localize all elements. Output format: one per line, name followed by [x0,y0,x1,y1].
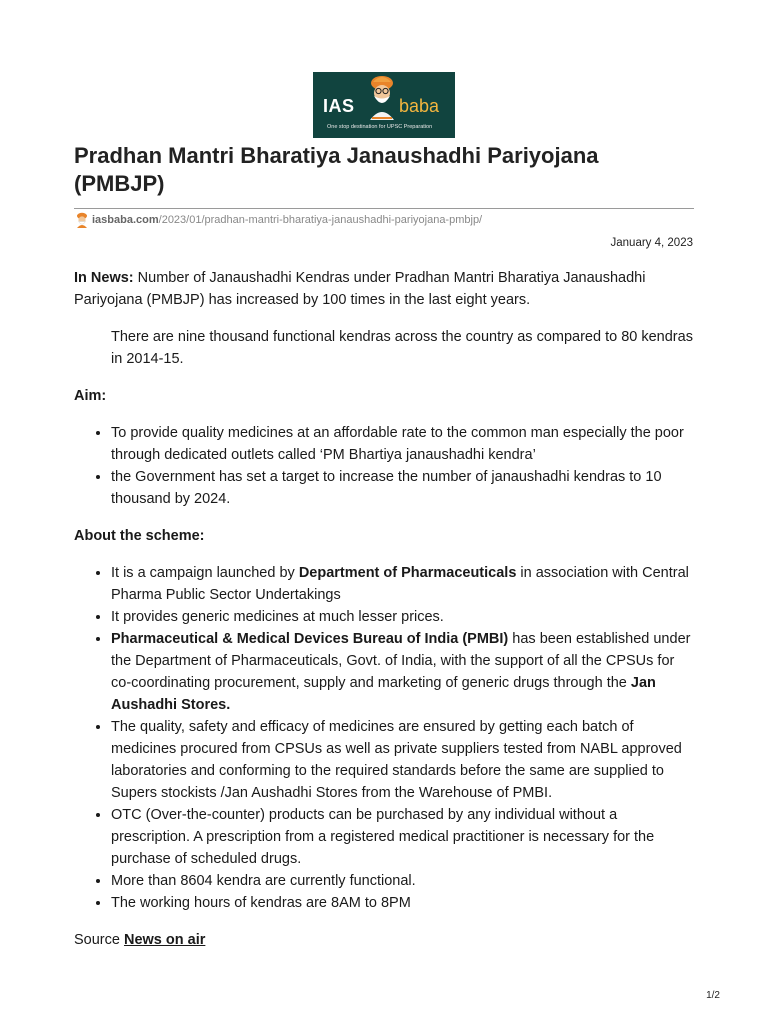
logo-tagline: One stop destination for UPSC Preparation [327,124,433,130]
article-body [74,267,694,951]
aim-heading: Aim: [74,388,107,404]
url-host[interactable]: iasbaba.com [92,214,159,226]
list-item: • Pharmaceutical & Medical Devices Bureau of India (PMBI) has been established under the Department of Pharmaceuticals, Govt. of India, with the support of all the CPSUs for co-coordinating procurement, supply and marketing of generic drugs through the Jan Aushadhi Stores. [111,628,694,716]
list-item: • It provides generic medicines at much lesser prices. [111,606,694,628]
logo-text-baba: baba [399,96,440,116]
quote-paragraph: There are nine thousand functional kendras across the country as compared to 80 kendras in 2014-15. [111,329,693,367]
url-path[interactable]: /2023/01/pradhan-mantri-bharatiya-janaushadhi-pariyojana-pmbjp/ [158,214,483,226]
iasbaba-logo [313,72,455,138]
list-item: • the Government has set a target to increase the number of janaushadhi kendras to 10 thousand by 2024. [111,466,694,510]
logo-mascot-icon [363,74,401,122]
list-item: • More than 8604 kendra are currently functional. [111,870,694,892]
article-title: Pradhan Mantri Bharatiya Janaushadhi Pariyojana (PMBJP) [74,143,599,196]
site-favicon-icon [74,212,90,228]
list-item: • The quality, safety and efficacy of medicines are ensured by getting each batch of medicines procured from CPSUs as well as private suppliers tested from NABL approved laboratories and conforming to the required standards before the same are supplied to Supers stockists /Jan Aushadhi Stores from the Warehouse of PMBI. [111,716,694,804]
list-item: • OTC (Over-the-counter) products can be purchased by any individual without a prescription. A prescription from a registered medical practitioner is necessary for the purchase of scheduled drugs. [111,804,694,870]
logo-text-ias: IAS [323,96,355,116]
in-news-text: Number of Janaushadhi Kendras under Pradhan Mantri Bharatiya Janaushadhi Pariyojana (PMBJP) has increased by 100 times in the last eight years. [74,270,646,308]
in-news-paragraph [74,267,694,311]
source-line: Source News on air [74,932,206,948]
scheme-list [74,562,694,914]
page-number: 1/2 [706,990,720,1001]
scheme-heading: About the scheme: [74,528,205,544]
aim-list [74,422,694,510]
list-item: • To provide quality medicines at an affordable rate to the common man especially the poor through dedicated outlets called ‘PM Bhartiya janaushadhi kendra’ [111,422,694,466]
source-url[interactable] [74,212,482,228]
source-link[interactable]: News on air [123,932,206,948]
title-divider [74,208,694,209]
in-news-label: In News: [74,270,134,286]
list-item: • It is a campaign launched by Department of Pharmaceuticals in association with Central Pharma Public Sector Undertakings [111,562,694,606]
publish-date: January 4, 2023 [610,237,693,249]
list-item: • The working hours of kendras are 8AM to 8PM [111,892,694,914]
